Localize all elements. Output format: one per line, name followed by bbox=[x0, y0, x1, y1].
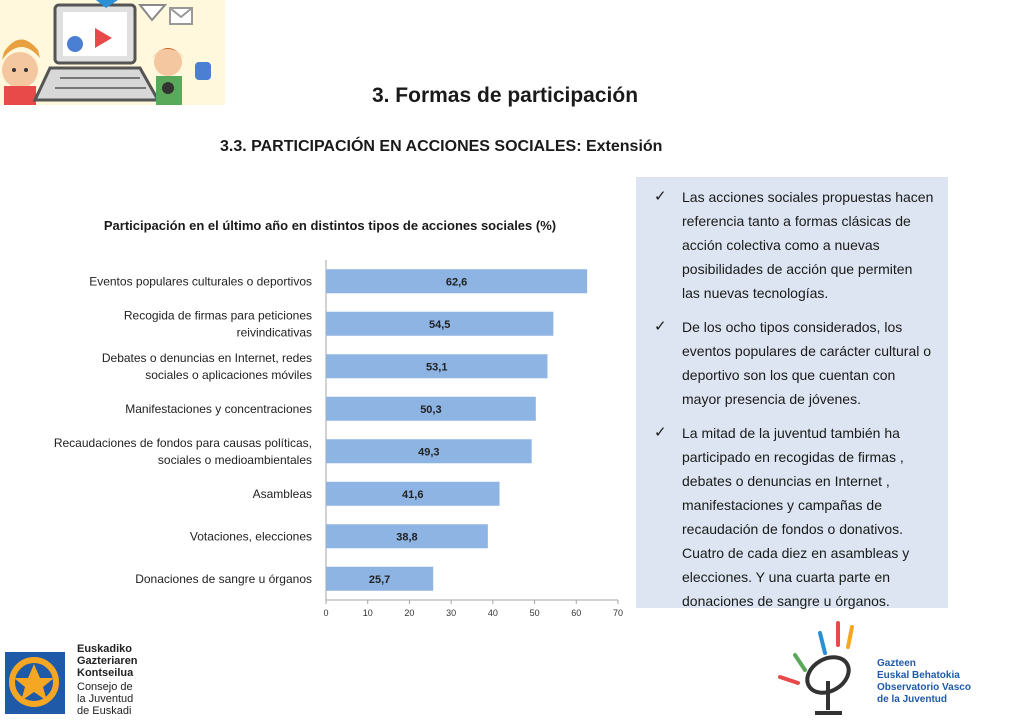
logo-right-line: Gazteen bbox=[877, 658, 916, 669]
category-label: Eventos populares culturales o deportivos bbox=[89, 274, 312, 289]
category-label: Recogida de firmas para peticiones bbox=[123, 308, 312, 323]
summary-bullet bbox=[644, 185, 934, 305]
logo-left-line: de Euskadi bbox=[77, 705, 132, 717]
bar-value-label: 53,1 bbox=[426, 361, 448, 374]
x-tick-label: 70 bbox=[612, 608, 624, 618]
page-title: 3. Formas de participación bbox=[371, 84, 639, 107]
x-tick-label: 40 bbox=[487, 608, 498, 618]
category-label: Asambleas bbox=[252, 486, 312, 501]
logo-left-line: Kontseilua bbox=[77, 667, 134, 679]
checkmark-icon: ✓ bbox=[654, 188, 667, 205]
logo-left-line: Gazteriaren bbox=[77, 655, 138, 667]
bullet-text: La mitad de la juventud también ha participado en recogidas de firmas , debates o denuncias en Internet , manifestaciones y campañas de recaudación de fondos o donativos. Cuatro de cada diez en asambleas y elecciones. Y una cuarta parte en donaciones de sangre u órganos. bbox=[682, 425, 910, 609]
logo-right-line: Observatorio Vasco bbox=[877, 682, 971, 693]
x-tick-label: 50 bbox=[529, 608, 540, 618]
summary-bullet bbox=[644, 421, 934, 613]
bar-value-label: 50,3 bbox=[420, 403, 442, 416]
summary-panel bbox=[636, 177, 948, 608]
category-label: Recaudaciones de fondos para causas políticas, bbox=[53, 435, 312, 450]
bar-value-label: 41,6 bbox=[402, 488, 424, 501]
bar-chart bbox=[0, 240, 630, 625]
logo-left-line: la Juventud bbox=[77, 693, 134, 705]
bar-value-label: 54,5 bbox=[428, 318, 451, 331]
checkmark-icon: ✓ bbox=[654, 318, 667, 335]
chart-title: Participación en el último año en distintos tipos de acciones sociales (%) bbox=[103, 218, 557, 233]
consejo-juventud-logo bbox=[0, 636, 150, 720]
bar-value-label: 25,7 bbox=[368, 573, 391, 586]
category-label: Donaciones de sangre u órganos bbox=[135, 571, 312, 586]
category-label: Manifestaciones y concentraciones bbox=[125, 401, 312, 416]
logo-right-line: de la Juventud bbox=[877, 694, 948, 705]
x-tick-label: 20 bbox=[404, 608, 415, 618]
summary-bullet bbox=[644, 315, 934, 411]
x-tick-label: 60 bbox=[571, 608, 582, 618]
bar-value-label: 62,6 bbox=[445, 276, 468, 289]
category-label: Debates o denuncias en Internet, redes bbox=[101, 350, 312, 365]
section-title: 3.3. PARTICIPACIÓN EN ACCIONES SOCIALES: Extensión bbox=[220, 138, 663, 155]
bar-value-label: 49,3 bbox=[418, 446, 440, 459]
observatorio-logo bbox=[770, 615, 971, 720]
category-label: reivindicativas bbox=[236, 325, 312, 340]
x-tick-label: 10 bbox=[362, 608, 373, 618]
logo-left-line: Consejo de bbox=[77, 681, 133, 693]
x-tick-label: 0 bbox=[323, 608, 329, 618]
category-label: Votaciones, elecciones bbox=[189, 529, 312, 544]
category-label: sociales o aplicaciones móviles bbox=[145, 367, 312, 382]
x-tick-label: 30 bbox=[446, 608, 457, 618]
bullet-text: De los ocho tipos considerados, los eventos populares de carácter cultural o deportivo son los que cuentan con mayor presencia de jóvenes. bbox=[682, 319, 932, 407]
bar-value-label: 38,8 bbox=[396, 531, 418, 544]
category-label: sociales o medioambientales bbox=[157, 452, 312, 467]
logo-right-line: Euskal Behatokia bbox=[877, 670, 960, 681]
bullet-text: Las acciones sociales propuestas hacen referencia tanto a formas clásicas de acción colectiva como a nuevas posibilidades de acción que permiten las nuevas tecnologías. bbox=[682, 189, 934, 301]
checkmark-icon: ✓ bbox=[654, 424, 667, 441]
logo-left-line: Euskadiko bbox=[77, 643, 133, 655]
